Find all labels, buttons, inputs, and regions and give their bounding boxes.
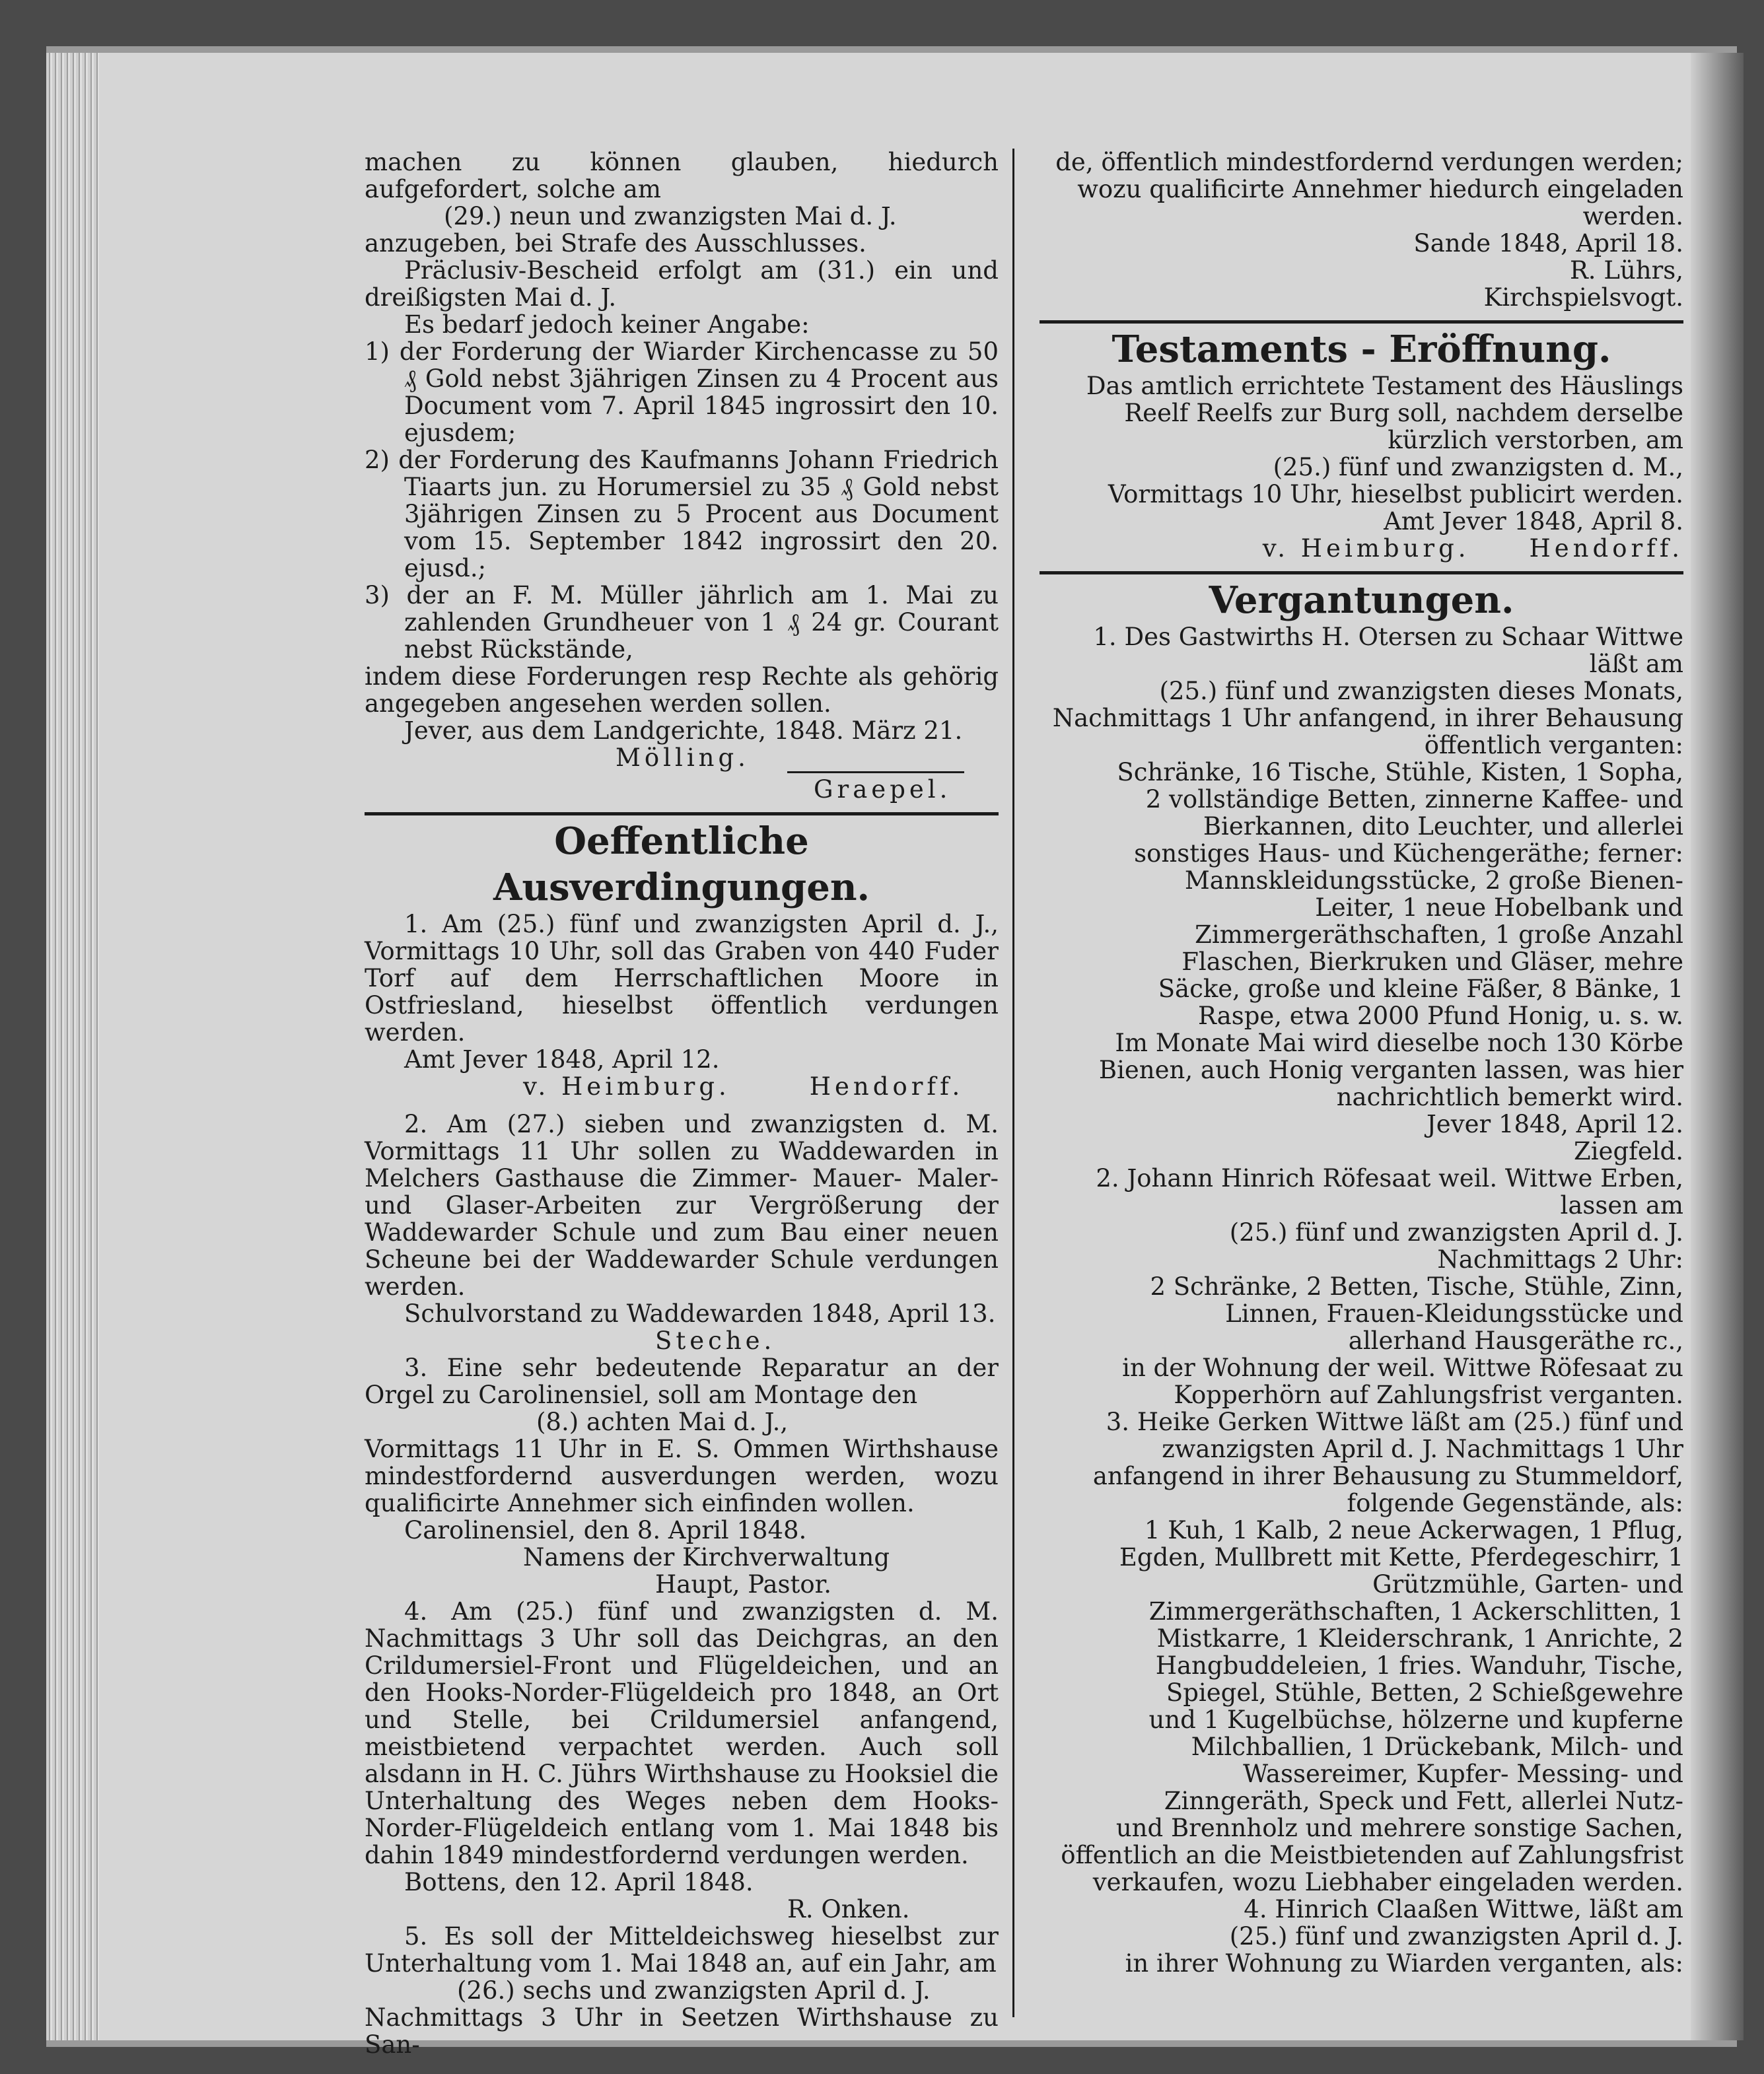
signature-graepel: Graepel. [787, 771, 964, 803]
announcement-5-line-1: 5. Es soll der Mitteldeichsweg hieselbst zur Unterhaltung vom 1. Mai 1848 an, auf ein Jahr, am [365, 1922, 999, 1978]
announcement-5-line-3: Nachmittags 3 Uhr in Seetzen Wirthshause zu San- [365, 2003, 999, 2059]
testament-date: (25.) fünf und zwanzigsten d. M., [1273, 453, 1683, 481]
announcement-2-place: Schulvorstand zu Waddewarden 1848, April 13. [404, 1299, 996, 1328]
sale-4-date: (25.) fünf und zwanzigsten April d. J. [1229, 1922, 1683, 1951]
announcement-3-date: (8.) achten Mai d. J., [536, 1408, 789, 1436]
court-place-date: Jever, aus dem Landgerichte, 1848. März 21. [404, 716, 963, 745]
testament-text: Das amtlich errichtete Testament des Häuslings Reelf Reelfs zur Burg soll, nachdem derselbe kürzlich verstorben, am [1086, 372, 1683, 454]
testament-time: Vormittags 10 Uhr, hieselbst publicirt werden. [1108, 480, 1683, 508]
announcement-1-sign-1: v. Heimburg. [523, 1072, 730, 1101]
signature-moelling: Mölling. [616, 743, 750, 772]
left-column [365, 149, 999, 2058]
sale-4-line-1: 4. Hinrich Claaßen Wittwe, läßt am [1244, 1895, 1683, 1923]
announcement-3-line-1: 3. Eine sehr bedeutende Reparatur an der Orgel zu Carolinensiel, soll am Montage den [365, 1354, 999, 1409]
closing-text: indem diese Forderungen resp Rechte als gehörig angegeben angesehen werden sollen. [365, 662, 999, 718]
announcement-1-place: Amt Jever 1848, April 12. [404, 1045, 720, 1074]
column-divider [1012, 149, 1014, 2017]
sale-1-line-1: 1. Des Gastwirths H. Otersen zu Schaar Wittwe läßt am [1093, 623, 1683, 678]
section-rule-vergantungen [1040, 571, 1683, 574]
exception-2: 2) der Forderung des Kaufmanns Johann Friedrich Tiaarts jun. zu Horumersiel zu 35 ₰ Gold nebst 3jährigen Zinsen zu 5 Procent aus Document vom 15. September 1842 ingrossirt den 20. ejusd.; [365, 446, 999, 582]
section-rule [365, 812, 999, 815]
right-column [1040, 149, 1683, 1977]
announcement-2-sign: Steche. [655, 1327, 776, 1355]
intro-line-3: anzugeben, bei Strafe des Ausschlusses. [365, 229, 866, 258]
announcement-3-place: Carolinensiel, den 8. April 1848. [404, 1516, 807, 1544]
sale-1-line-3: Nachmittags 1 Uhr anfangend, in ihrer Behausung öffentlich verganten: [1052, 704, 1683, 759]
sale-1-note: Im Monate Mai wird dieselbe noch 130 Körbe Bienen, auch Honig verganten lassen, was hier nachrichtlich bemerkt wird. [1098, 1029, 1683, 1111]
announcement-4-place: Bottens, den 12. April 1848. [404, 1868, 754, 1896]
sale-3-line-2: öffentlich an die Meistbietenden auf Zahlungsfrist verkaufen, wozu Liebhaber eingeladen werden. [1061, 1841, 1683, 1896]
continuation-sign-2: Kirchspielsvogt. [1483, 283, 1683, 312]
continuation-sign-1: R. Lührs, [1569, 256, 1683, 285]
announcement-4: 4. Am (25.) fünf und zwanzigsten d. M. Nachmittags 3 Uhr soll das Deichgras, an den Crildumersiel-Front und Flügeldeichen, und an den Hooks-Norder-Flügeldeich pro 1848, an Ort und Stelle, bei Crildumersiel anfangend, meistbietend verpachtet werden. Auch soll alsdann in H. C. Jührs Wirthshause zu Hooksiel die Unterhaltung des Weges neben dem Hooks-Norder-Flügeldeich entlang vom 1. Mai 1848 bis dahin 1849 mindestfordernd verdungen werden. [365, 1597, 999, 1869]
announcement-2: 2. Am (27.) sieben und zwanzigsten d. M. Vormittags 11 Uhr sollen zu Waddewarden in Melchers Gasthause die Zimmer- Mauer- Maler- und Glaser-Arbeiten zur Vergrößerung der Waddewarder Schule und zum Bau einer neuen Scheune bei der Waddewarder Schule verdungen werden. [365, 1110, 999, 1301]
section-rule-testament [1040, 320, 1683, 324]
intro-date: (29.) neun und zwanzigsten Mai d. J. [444, 202, 897, 230]
announcement-3-line-3: Vormittags 11 Uhr in E. S. Ommen Wirthshause mindestfordernd ausverdungen werden, wozu qualificirte Annehmer sich einfinden wollen. [365, 1435, 999, 1517]
testament-sign-1: v. Heimburg. [1262, 534, 1470, 563]
sale-2-date: (25.) fünf und zwanzigsten April d. J. [1229, 1218, 1683, 1247]
testament-place: Amt Jever 1848, April 8. [1384, 507, 1683, 536]
no-claim-needed: Es bedarf jedoch keiner Angabe: [404, 310, 810, 339]
heading-vergantungen: Vergantungen. [1209, 578, 1514, 622]
sale-4-line-3: in ihrer Wohnung zu Wiarden verganten, als: [1125, 1949, 1683, 1978]
heading-testament: Testaments - Eröffnung. [1111, 328, 1611, 371]
sale-2-line-4: in der Wohnung der weil. Wittwe Röfesaat zu Kopperhörn auf Zahlungsfrist verganten. [1122, 1354, 1683, 1409]
announcement-1: 1. Am (25.) fünf und zwanzigsten April d. J., Vormittags 10 Uhr, soll das Graben von 440 Fuder Torf auf dem Herrschaftlichen Moore in Ostfriesland, hieselbst öffentlich verdungen werden. [365, 910, 999, 1047]
exception-3: 3) der an F. M. Müller jährlich am 1. Mai zu zahlenden Grundheuer von 1 ₰ 24 gr. Courant nebst Rückstände, [365, 581, 999, 664]
heading-ausverdingungen: Oeffentliche Ausverdingungen. [493, 819, 870, 909]
announcement-4-sign: R. Onken. [787, 1895, 910, 1923]
continuation: de, öffentlich mindestfordernd verdungen werden; wozu qualificirte Annehmer hiedurch eingeladen werden. [1055, 148, 1683, 230]
sale-1-sign: Ziegfeld. [1574, 1137, 1683, 1165]
intro-line-1: machen zu können glauben, hiedurch aufgefordert, solche am [365, 148, 999, 203]
sale-2-items: 2 Schränke, 2 Betten, Tische, Stühle, Zinn, Linnen, Frauen-Kleidungsstücke und allerhand Hausgeräthe rc., [1150, 1272, 1683, 1355]
page-gutter-shadow [1691, 53, 1744, 2040]
announcement-3-sign-2: Haupt, Pastor. [655, 1570, 832, 1599]
sale-1-items: Schränke, 16 Tische, Stühle, Kisten, 1 Sopha, 2 vollständige Betten, zinnerne Kaffee- und Bierkannen, dito Leuchter, und allerlei sonstiges Haus- und Küchengeräthe; ferner: Mannskleidungsstücke, 2 große Bienen-Leiter, 1 neue Hobelbank und Zimmergeräthschaften, 1 große Anzahl Flaschen, Bierkruken und Gläser, mehre Säcke, große und kleine Fäßer, 8 Bänke, 1 Raspe, etwa 2000 Pfund Honig, u. s. w. [1117, 758, 1683, 1030]
sale-1-place: Jever 1848, April 12. [1426, 1110, 1683, 1138]
sale-2-time: Nachmittags 2 Uhr: [1437, 1245, 1683, 1274]
sale-2-line-1: 2. Johann Hinrich Röfesaat weil. Wittwe Erben, lassen am [1096, 1164, 1683, 1220]
sale-3-items: 1 Kuh, 1 Kalb, 2 neue Ackerwagen, 1 Pflug, Egden, Mullbrett mit Kette, Pferdegeschirr, 1 Grützmühle, Garten- und Zimmergeräthschaften, 1 Ackerschlitten, 1 Mistkarre, 1 Kleiderschrank, 1 Anrichte, 2 Hangbuddeleien, 1 fries. Wanduhr, Tische, Spiegel, Stühle, Betten, 2 Schießgewehre und 1 Kugelbüchse, hölzerne und kupferne Milchballien, 1 Drückebank, Milch- und Wassereimer, Kupfer- Messing- und Zinngeräth, Speck und Fett, allerlei Nutz- und Brennholz und mehrere sonstige Sachen, [1115, 1516, 1683, 1842]
preclusion: Präclusiv-Bescheid erfolgt am (31.) ein und dreißigsten Mai d. J. [365, 256, 999, 312]
announcement-3-sign-1: Namens der Kirchverwaltung [523, 1543, 890, 1572]
announcement-5-date: (26.) sechs und zwanzigsten April d. J. [457, 1976, 931, 2005]
continuation-place: Sande 1848, April 18. [1413, 229, 1683, 258]
announcement-1-sign-2: Hendorff. [809, 1072, 964, 1101]
sale-3-line-1: 3. Heike Gerken Wittwe läßt am (25.) fünf und zwanzigsten April d. J. Nachmittags 1 Uhr anfangend in ihrer Behausung zu Stummeldorf, folgende Gegenstände, als: [1092, 1408, 1683, 1517]
exception-1: 1) der Forderung der Wiarder Kirchencasse zu 50 ₰ Gold nebst 3jährigen Zinsen zu 4 Procent aus Document vom 7. April 1845 ingrossirt den 10. ejusdem; [365, 337, 999, 447]
testament-sign-2: Hendorff. [1529, 534, 1683, 563]
sale-1-date: (25.) fünf und zwanzigsten dieses Monats, [1159, 677, 1683, 705]
